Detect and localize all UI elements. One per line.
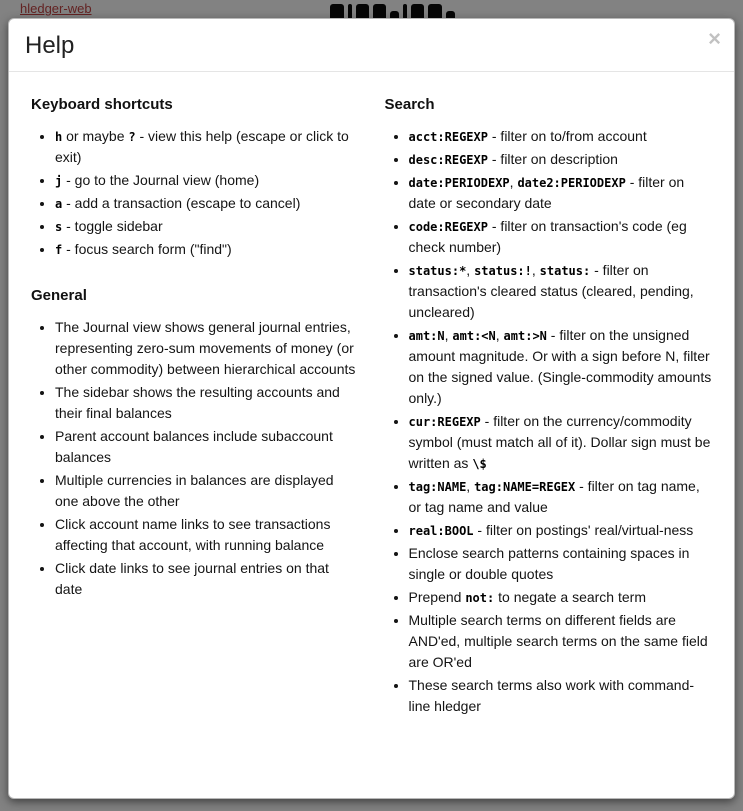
code-span: status: <box>539 264 591 279</box>
modal-body <box>9 72 734 743</box>
code-span: code:REGEXP <box>408 220 488 235</box>
list-item: • The Journal view shows general journal entries, representing zero-sum movements of money (or other commodity) between hierarchical accounts <box>55 317 360 380</box>
list-item: • f - focus search form ("find") <box>55 239 360 260</box>
list-item: • acct:REGEXP - filter on to/from account <box>409 126 714 147</box>
code-span: status:* <box>408 264 467 279</box>
code-span: desc:REGEXP <box>408 153 488 168</box>
code-span: status:! <box>474 264 532 279</box>
list-item: • code:REGEXP - filter on transaction's code (eg check number) <box>409 216 714 258</box>
code-span: real:BOOL <box>408 524 474 539</box>
modal-title: Help <box>25 32 75 59</box>
code-span: \$ <box>472 457 487 472</box>
list-item: • tag:NAME, tag:NAME=REGEX - filter on tag name, or tag name and value <box>409 476 714 518</box>
code-span: amt:N <box>408 329 445 344</box>
brand-link[interactable]: hledger-web <box>20 1 92 16</box>
general-list <box>31 317 360 600</box>
code-span: tag:NAME <box>408 480 467 495</box>
right-column <box>385 80 714 723</box>
section-heading-search: Search <box>384 96 435 114</box>
list-item: • Click account name links to see transactions affecting that account, with running balance <box>55 514 360 556</box>
close-icon: × <box>708 26 721 51</box>
modal-header <box>9 19 734 72</box>
list-item: • real:BOOL - filter on postings' real/virtual-ness <box>409 520 714 541</box>
code-span: s <box>55 220 63 235</box>
list-item: • s - toggle sidebar <box>55 216 360 237</box>
list-item: • These search terms also work with command-line hledger <box>409 675 714 717</box>
keyboard-shortcuts-list <box>31 126 360 260</box>
list-item: • status:*, status:!, status: - filter on transaction's cleared status (cleared, pending, uncleared) <box>409 260 714 323</box>
code-span: date:PERIODEXP <box>408 176 510 191</box>
list-item: • j - go to the Journal view (home) <box>55 170 360 191</box>
list-item: • desc:REGEXP - filter on description <box>409 149 714 170</box>
search-list <box>385 126 714 717</box>
list-item: • Multiple currencies in balances are displayed one above the other <box>55 470 360 512</box>
code-span: h <box>55 130 63 145</box>
help-modal <box>8 18 735 799</box>
code-span: amt:<N <box>452 329 496 344</box>
code-span: ? <box>128 130 136 145</box>
list-item: • Click date links to see journal entries on that date <box>55 558 360 600</box>
list-item: • date:PERIODEXP, date2:PERIODEXP - filter on date or secondary date <box>409 172 714 214</box>
code-span: cur:REGEXP <box>408 415 481 430</box>
list-item: • amt:N, amt:<N, amt:>N - filter on the unsigned amount magnitude. Or with a sign before N, filter on the signed value. (Single-commodity amounts only.) <box>409 325 714 409</box>
code-span: amt:>N <box>503 329 547 344</box>
code-span: tag:NAME=REGEX <box>474 480 576 495</box>
code-span: a <box>55 197 63 212</box>
list-item: • a - add a transaction (escape to cancel) <box>55 193 360 214</box>
list-item: • h or maybe ? - view this help (escape or click to exit) <box>55 126 360 168</box>
close-button[interactable] <box>708 28 721 50</box>
section-heading-general: General <box>31 287 87 305</box>
list-item: • Multiple search terms on different fields are AND'ed, multiple search terms on the same field are OR'ed <box>409 610 714 673</box>
section-heading-keyboard-shortcuts: Keyboard shortcuts <box>31 96 173 114</box>
code-span: date2:PERIODEXP <box>517 176 626 191</box>
code-span: not: <box>465 591 495 606</box>
code-span: f <box>55 243 63 258</box>
left-column <box>31 80 360 723</box>
list-item: • Prepend not: to negate a search term <box>409 587 714 608</box>
code-span: j <box>55 174 63 189</box>
list-item: • cur:REGEXP - filter on the currency/commodity symbol (must match all of it). Dollar sign must be written as \$ <box>409 411 714 474</box>
list-item: • Enclose search patterns containing spaces in single or double quotes <box>409 543 714 585</box>
code-span: acct:REGEXP <box>408 130 488 145</box>
list-item: • The sidebar shows the resulting accounts and their final balances <box>55 382 360 424</box>
list-item: • Parent account balances include subaccount balances <box>55 426 360 468</box>
